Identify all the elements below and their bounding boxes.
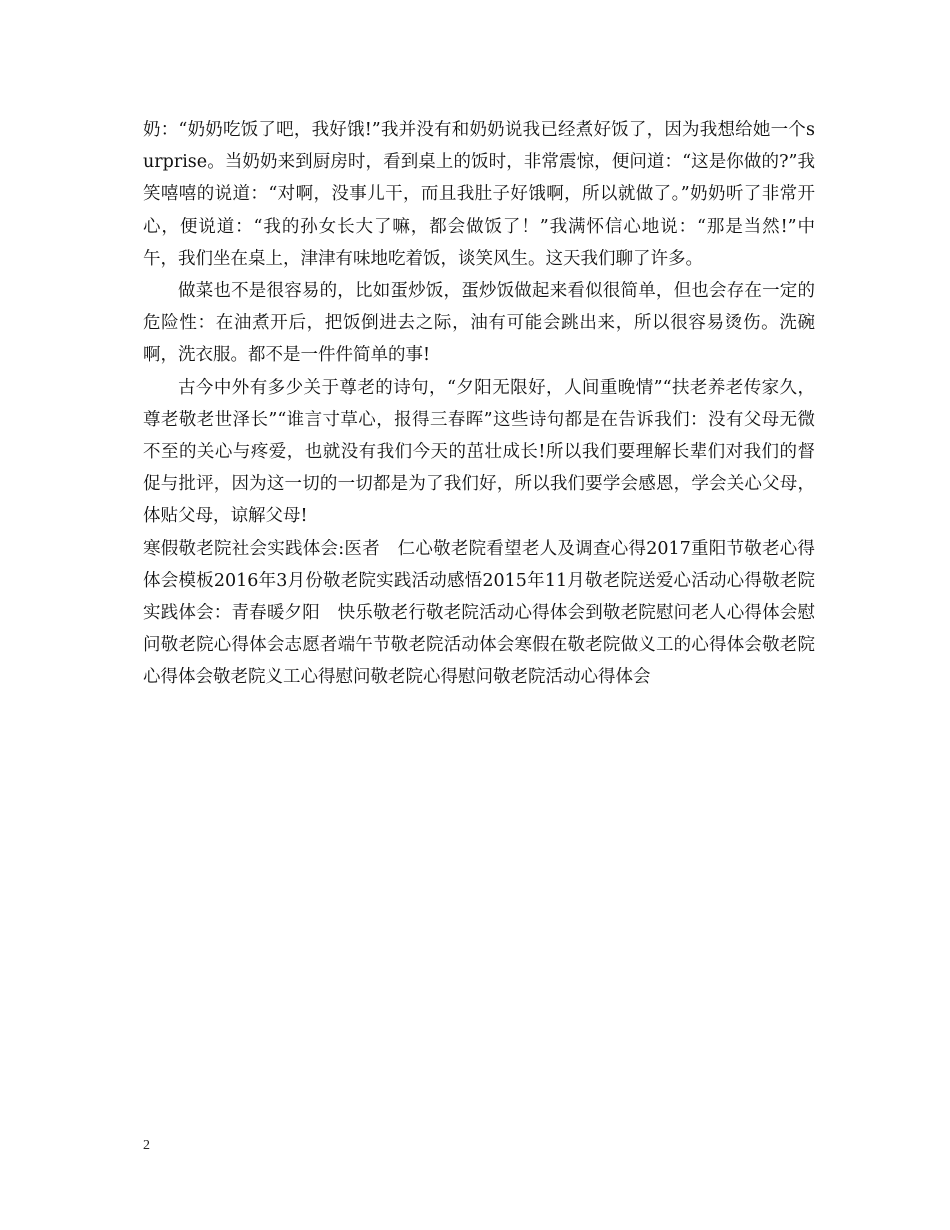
related-articles-list: 寒假敬老院社会实践体会:医者 仁心敬老院看望老人及调查心得2017重阳节敬老心得体会模板2016年3月份敬老院实践活动感悟2015年11月敬老院送爱心活动心得敬老院实践体会：青春暖夕阳 快乐敬老行敬老院活动心得体会到敬老院慰问老人心得体会慰问敬老院心得体会志愿者端午节敬老院活动体会寒假在敬老院做义工的心得体会敬老院心得体会敬老院义工心得慰问敬老院心得慰问敬老院活动心得体会	[143, 538, 815, 688]
page-number: 2	[143, 1138, 150, 1153]
paragraph-cooking: 做菜也不是很容易的，比如蛋炒饭，蛋炒饭做起来看似很简单，但也会存在一定的危险性：在油煮开后，把饭倒进去之际，油有可能会跳出来，所以很容易烫伤。洗碗啊，洗衣服。都不是一件件简单的事!	[143, 281, 815, 366]
paragraph-poems: 古今中外有多少关于尊老的诗句，“夕阳无限好，人间重晚情”“扶老养老传家久，尊老敬老世泽长”“谁言寸草心，报得三春晖”这些诗句都是在告诉我们：没有父母无微不至的关心与疼爱，也就没有我们今天的茁壮成长!所以我们要理解长辈们对我们的督促与批评，因为这一切的一切都是为了我们好，所以我们要学会感恩，学会关心父母，体贴父母，谅解父母!	[143, 377, 815, 527]
document-body	[143, 114, 815, 694]
paragraph-story-continuation: 奶：“奶奶吃饭了吧，我好饿!”我并没有和奶奶说我已经煮好饭了，因为我想给她一个surprise。当奶奶来到厨房时，看到桌上的饭时，非常震惊，便问道：“这是你做的?”我笑嘻嘻的说道：“对啊，没事儿干，而且我肚子好饿啊，所以就做了。”奶奶听了非常开心，便说道：“我的孙女长大了嘛，都会做饭了！”我满怀信心地说：“那是当然!”中午，我们坐在桌上，津津有味地吃着饭，谈笑风生。这天我们聊了许多。	[143, 120, 815, 269]
